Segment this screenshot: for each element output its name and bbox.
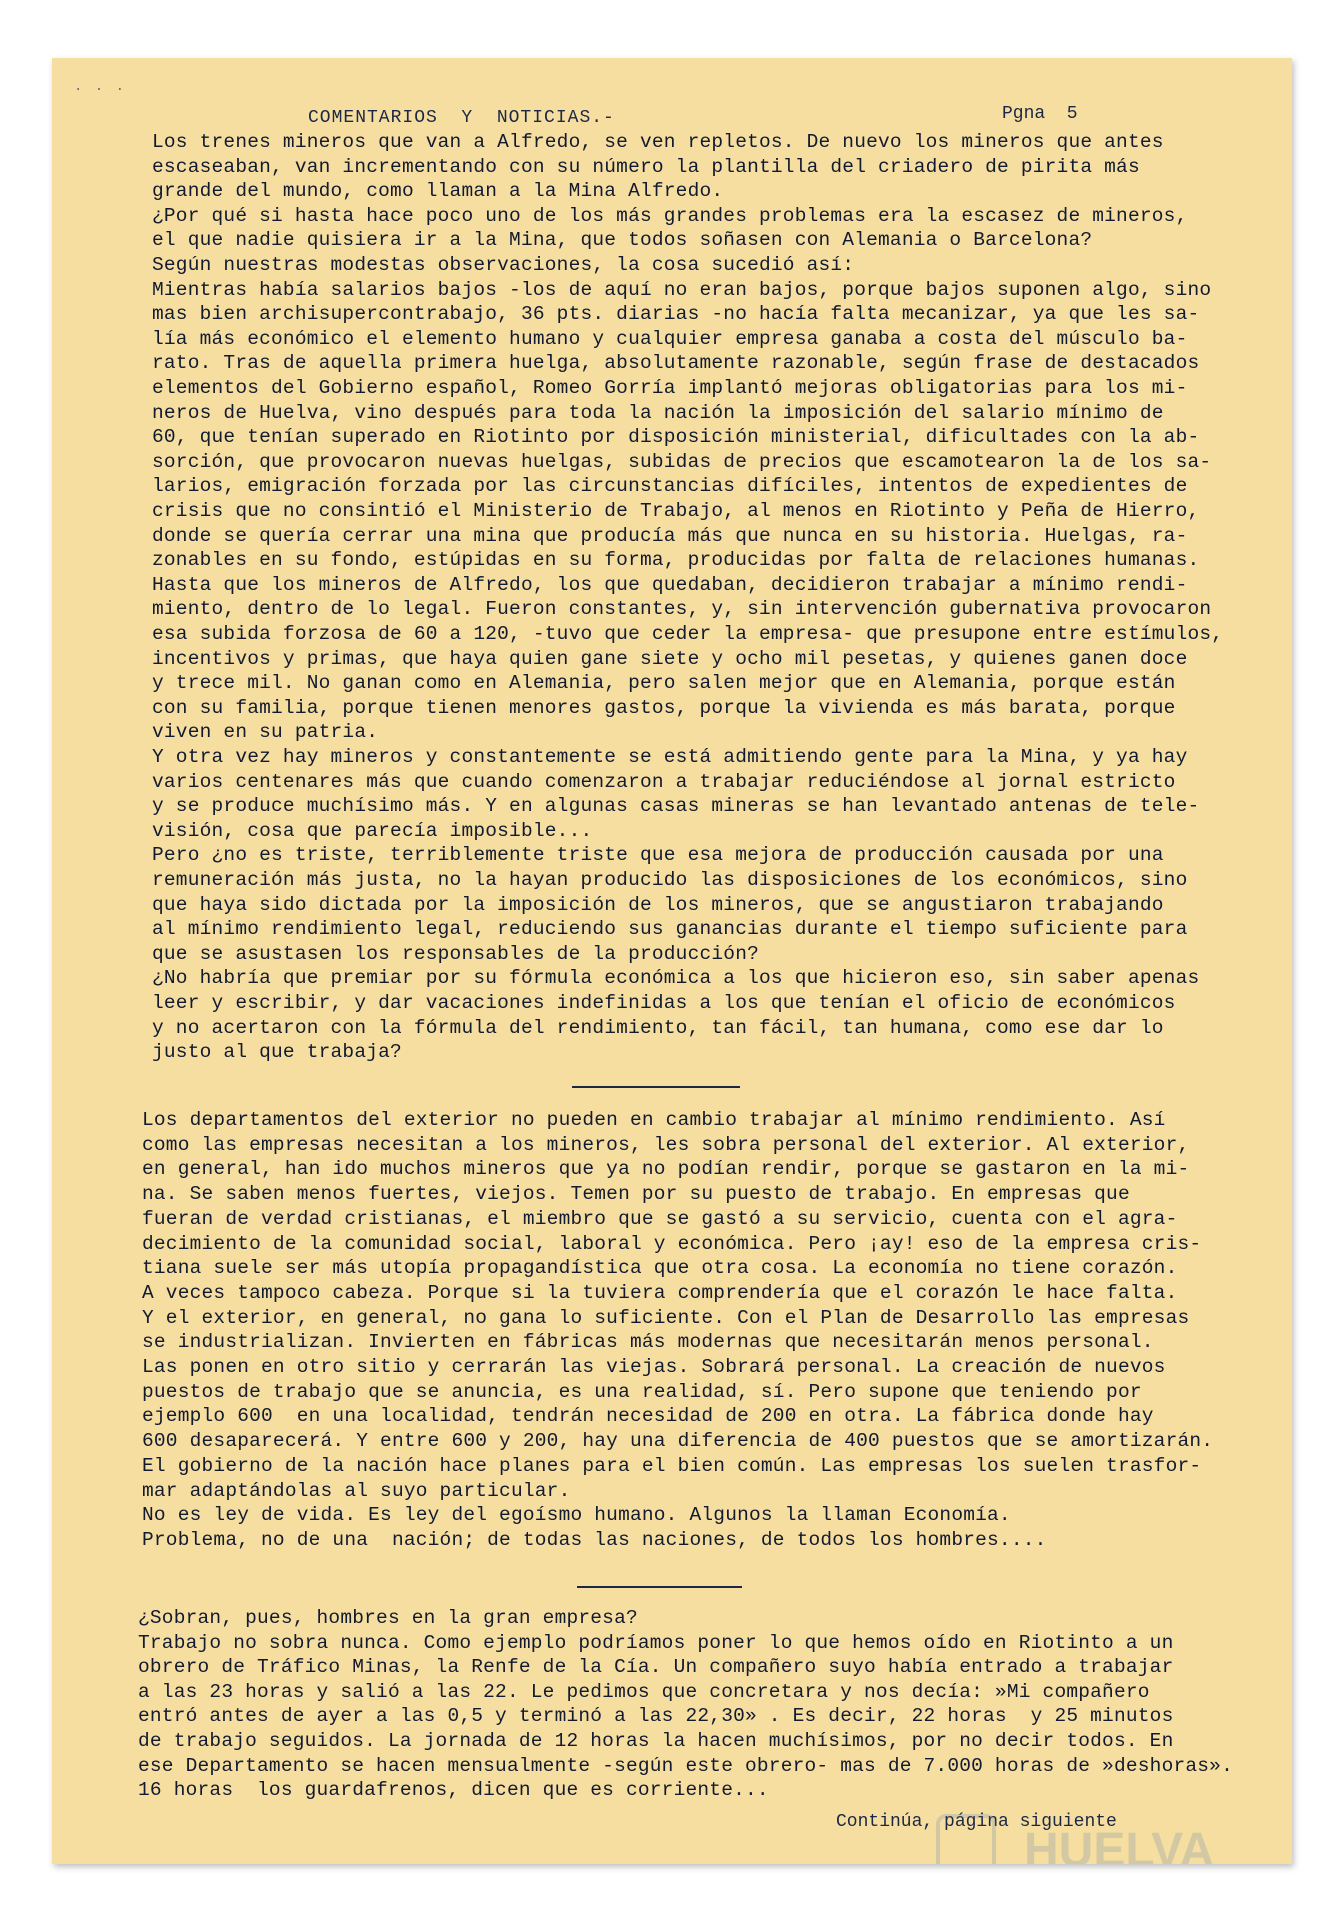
- text-line: Mientras había salarios bajos -los de aquí no eran bajos, porque bajos suponen algo, sino: [152, 278, 1212, 301]
- text-line: Y otra vez hay mineros y constantemente se está admitiendo gente para la Mina, y ya hay: [152, 746, 1188, 768]
- text-line: Trabajo no sobra nunca. Como ejemplo podríamos poner lo que hemos oído en Riotinto a un: [138, 1631, 1174, 1654]
- archive-watermark-stamp: [932, 1808, 1292, 1877]
- text-line: leer y escribir, y dar vacaciones indefinidas a los que tenían el oficio de económicos: [152, 992, 1176, 1014]
- text-line: donde se quería cerrar una mina que producía más que nunca en su historia. Huelgas, ra-: [152, 524, 1188, 547]
- text-line: grande del mundo, como llaman a la Mina Alfredo.: [152, 180, 724, 203]
- text-line: sorción, que provocaron nuevas huelgas, subidas de precios que escamotearon la de los sa-: [152, 450, 1212, 473]
- text-line: Los trenes mineros que van a Alfredo, se ven repletos. De nuevo los mineros que antes: [152, 131, 1164, 153]
- typed-document-page: [52, 58, 1292, 1877]
- text-line: viven en su patria.: [152, 721, 379, 744]
- text-line: fueran de verdad cristianas, el miembro que se gastó a su servicio, cuenta con el agra-: [142, 1207, 1178, 1230]
- continue-note: Continúa, página siguiente: [836, 1812, 1117, 1832]
- text-line: a las 23 horas y salió a las 22. Le pedimos que concretara y nos decía: »Mi compañero: [138, 1680, 1150, 1703]
- section-divider-2: [577, 1586, 742, 1588]
- text-line: y se produce muchísimo más. Y en algunas casas mineras se han levantado antenas de tele-: [152, 795, 1200, 818]
- text-line: rato. Tras de aquella primera huelga, absolutamente razonable, según frase de destacados: [152, 352, 1200, 375]
- text-line: de trabajo seguidos. La jornada de 12 horas la hacen muchísimos, por no decir todos. En: [138, 1730, 1174, 1752]
- text-line: Las ponen en otro sitio y cerrarán las viejas. Sobrará personal. La creación de nuevos: [142, 1356, 1166, 1378]
- text-line: y trece mil. No ganan como en Alemania, pero salen mejor que en Alemania, porque están: [152, 672, 1176, 695]
- text-line: visión, cosa que parecía imposible...: [152, 819, 593, 842]
- text-line: ¿Por qué si hasta hace poco uno de los más grandes problemas era la escasez de mineros,: [152, 204, 1188, 227]
- text-line: Pero ¿no es triste, terriblemente triste que esa mejora de producción causada por una: [152, 844, 1164, 867]
- text-line: No es ley de vida. Es ley del egoísmo humano. Algunos la llaman Economía.: [142, 1504, 1011, 1527]
- page-header-title: COMENTARIOS Y NOTICIAS.-: [308, 108, 615, 128]
- text-line: na. Se saben menos fuertes, viejos. Temen por su puesto de trabajo. En empresas que: [142, 1183, 1130, 1206]
- text-line: al mínimo rendimiento legal, reduciendo sus ganancias durante el tiempo suficiente para: [152, 918, 1188, 941]
- text-line: miento, dentro de lo legal. Fueron constantes, y, sin intervención gubernativa provocaron: [152, 598, 1212, 621]
- text-line: ¿No habría que premiar por su fórmula económica a los que hicieron eso, sin saber apenas: [152, 967, 1200, 990]
- text-line: larios, emigración forzada por las circunstancias difíciles, intentos de expedientes de: [152, 475, 1188, 498]
- text-line: El gobierno de la nación hace planes para el bien común. Las empresas los suelen trasfor-: [142, 1454, 1202, 1477]
- text-line: se industrializan. Invierten en fábricas más modernas que necesitarán menos personal.: [142, 1331, 1154, 1354]
- text-line: remuneración más justa, no la hayan producido las disposiciones de los económicos, sino: [152, 869, 1188, 891]
- text-line: el que nadie quisiera ir a la Mina, que todos soñasen con Alemania o Barcelona?: [152, 229, 1093, 252]
- page-number: Pgna 5: [1002, 104, 1078, 124]
- text-line: ejemplo 600 en una localidad, tendrán necesidad de 200 en otra. La fábrica donde hay: [142, 1405, 1154, 1428]
- text-line: Los departamentos del exterior no pueden en cambio trabajar al mínimo rendimiento. Así: [142, 1109, 1166, 1131]
- text-line: Según nuestras modestas observaciones, la cosa sucedió así:: [152, 254, 855, 276]
- text-line: puestos de trabajo que se anuncia, es una realidad, sí. Pero supone que teniendo por: [142, 1380, 1142, 1403]
- text-line: y no acertaron con la fórmula del rendimiento, tan fácil, tan humana, como ese dar lo: [152, 1016, 1164, 1039]
- text-line: entró antes de ayer a las 0,5 y terminó a las 22,30» . Es decir, 22 horas y 25 minutos: [138, 1705, 1174, 1728]
- text-line: neros de Huelva, vino después para toda la nación la imposición del salario mínimo de: [152, 401, 1164, 424]
- text-line: esa subida forzosa de 60 a 120, -tuvo que ceder la empresa- que presupone entre estímulos,: [152, 623, 1224, 645]
- text-line: ese Departamento se hacen mensualmente -según este obrero- mas de 7.000 horas de »deshoras».: [138, 1754, 1233, 1777]
- text-line: que haya sido dictada por la imposición de los mineros, que se angustiaron trabajando: [152, 893, 1164, 916]
- text-line: 16 horas los guardafrenos, dicen que es corriente...: [138, 1779, 769, 1802]
- text-line: ¿Sobran, pues, hombres en la gran empresa?: [138, 1607, 638, 1629]
- text-line: varios centenares más que cuando comenzaron a trabajar reduciéndose al jornal estricto: [152, 770, 1176, 793]
- text-line: obrero de Tráfico Minas, la Renfe de la Cía. Un compañero suyo había entrado a trabajar: [138, 1656, 1174, 1679]
- text-line: mar adaptándolas al suyo particular.: [142, 1479, 571, 1502]
- text-line: incentivos y primas, que haya quien gane siete y ocho mil pesetas, y quienes ganen doce: [152, 647, 1188, 670]
- text-line: zonables en su fondo, estúpidas en su forma, producidas por falta de relaciones humanas.: [152, 549, 1200, 572]
- text-line: decimiento de la comunidad social, laboral y económica. Pero ¡ay! eso de la empresa cris-: [142, 1232, 1202, 1255]
- text-line: mas bien archisupercontrabajo, 36 pts. diarias -no hacía falta mecanizar, ya que les sa-: [152, 303, 1200, 326]
- stamp-text: HUELVA: [1024, 1824, 1215, 1877]
- text-line: crisis que no consintió el Ministerio de Trabajo, al menos en Riotinto y Peña de Hierro,: [152, 500, 1200, 522]
- text-line: Y el exterior, en general, no gana lo suficiente. Con el Plan de Desarrollo las empresas: [142, 1306, 1190, 1329]
- text-line: como las empresas necesitan a los mineros, les sobra personal del exterior. Al exterior,: [142, 1133, 1190, 1156]
- text-line: en general, han ido muchos mineros que ya no podían rendir, porque se gastaron en la mi-: [142, 1158, 1190, 1181]
- text-line: 600 desaparecerá. Y entre 600 y 200, hay una diferencia de 400 puestos que se amortizarán.: [142, 1430, 1214, 1453]
- text-line: A veces tampoco cabeza. Porque si la tuviera comprendería que el corazón le hace falta.: [142, 1281, 1178, 1304]
- section-divider-1: [572, 1086, 740, 1088]
- pin-marks: · · ·: [74, 82, 127, 98]
- text-line: tiana suele ser más utopía propagandística que otra cosa. La economía no tiene corazón.: [142, 1257, 1178, 1280]
- text-line: Hasta que los mineros de Alfredo, los que quedaban, decidieron trabajar a mínimo rendi-: [152, 573, 1188, 596]
- text-line: justo al que trabaja?: [152, 1041, 402, 1064]
- stamp-emblem-icon: [938, 1816, 994, 1864]
- text-line: escaseaban, van incrementando con su número la plantilla del criadero de pirita más: [152, 155, 1140, 178]
- text-line: que se asustasen los responsables de la producción?: [152, 942, 759, 965]
- text-line: 60, que tenían superado en Riotinto por disposición ministerial, dificultades con la ab-: [152, 426, 1200, 449]
- text-line: lía más económico el elemento humano y cualquier empresa ganaba a costa del músculo ba-: [152, 327, 1188, 350]
- text-line: Problema, no de una nación; de todas las naciones, de todos los hombres....: [142, 1528, 1047, 1551]
- text-line: con su familia, porque tienen menores gastos, porque la vivienda es más barata, porque: [152, 696, 1176, 719]
- text-line: elementos del Gobierno español, Romeo Gorría implantó mejoras obligatorias para los mi-: [152, 377, 1188, 399]
